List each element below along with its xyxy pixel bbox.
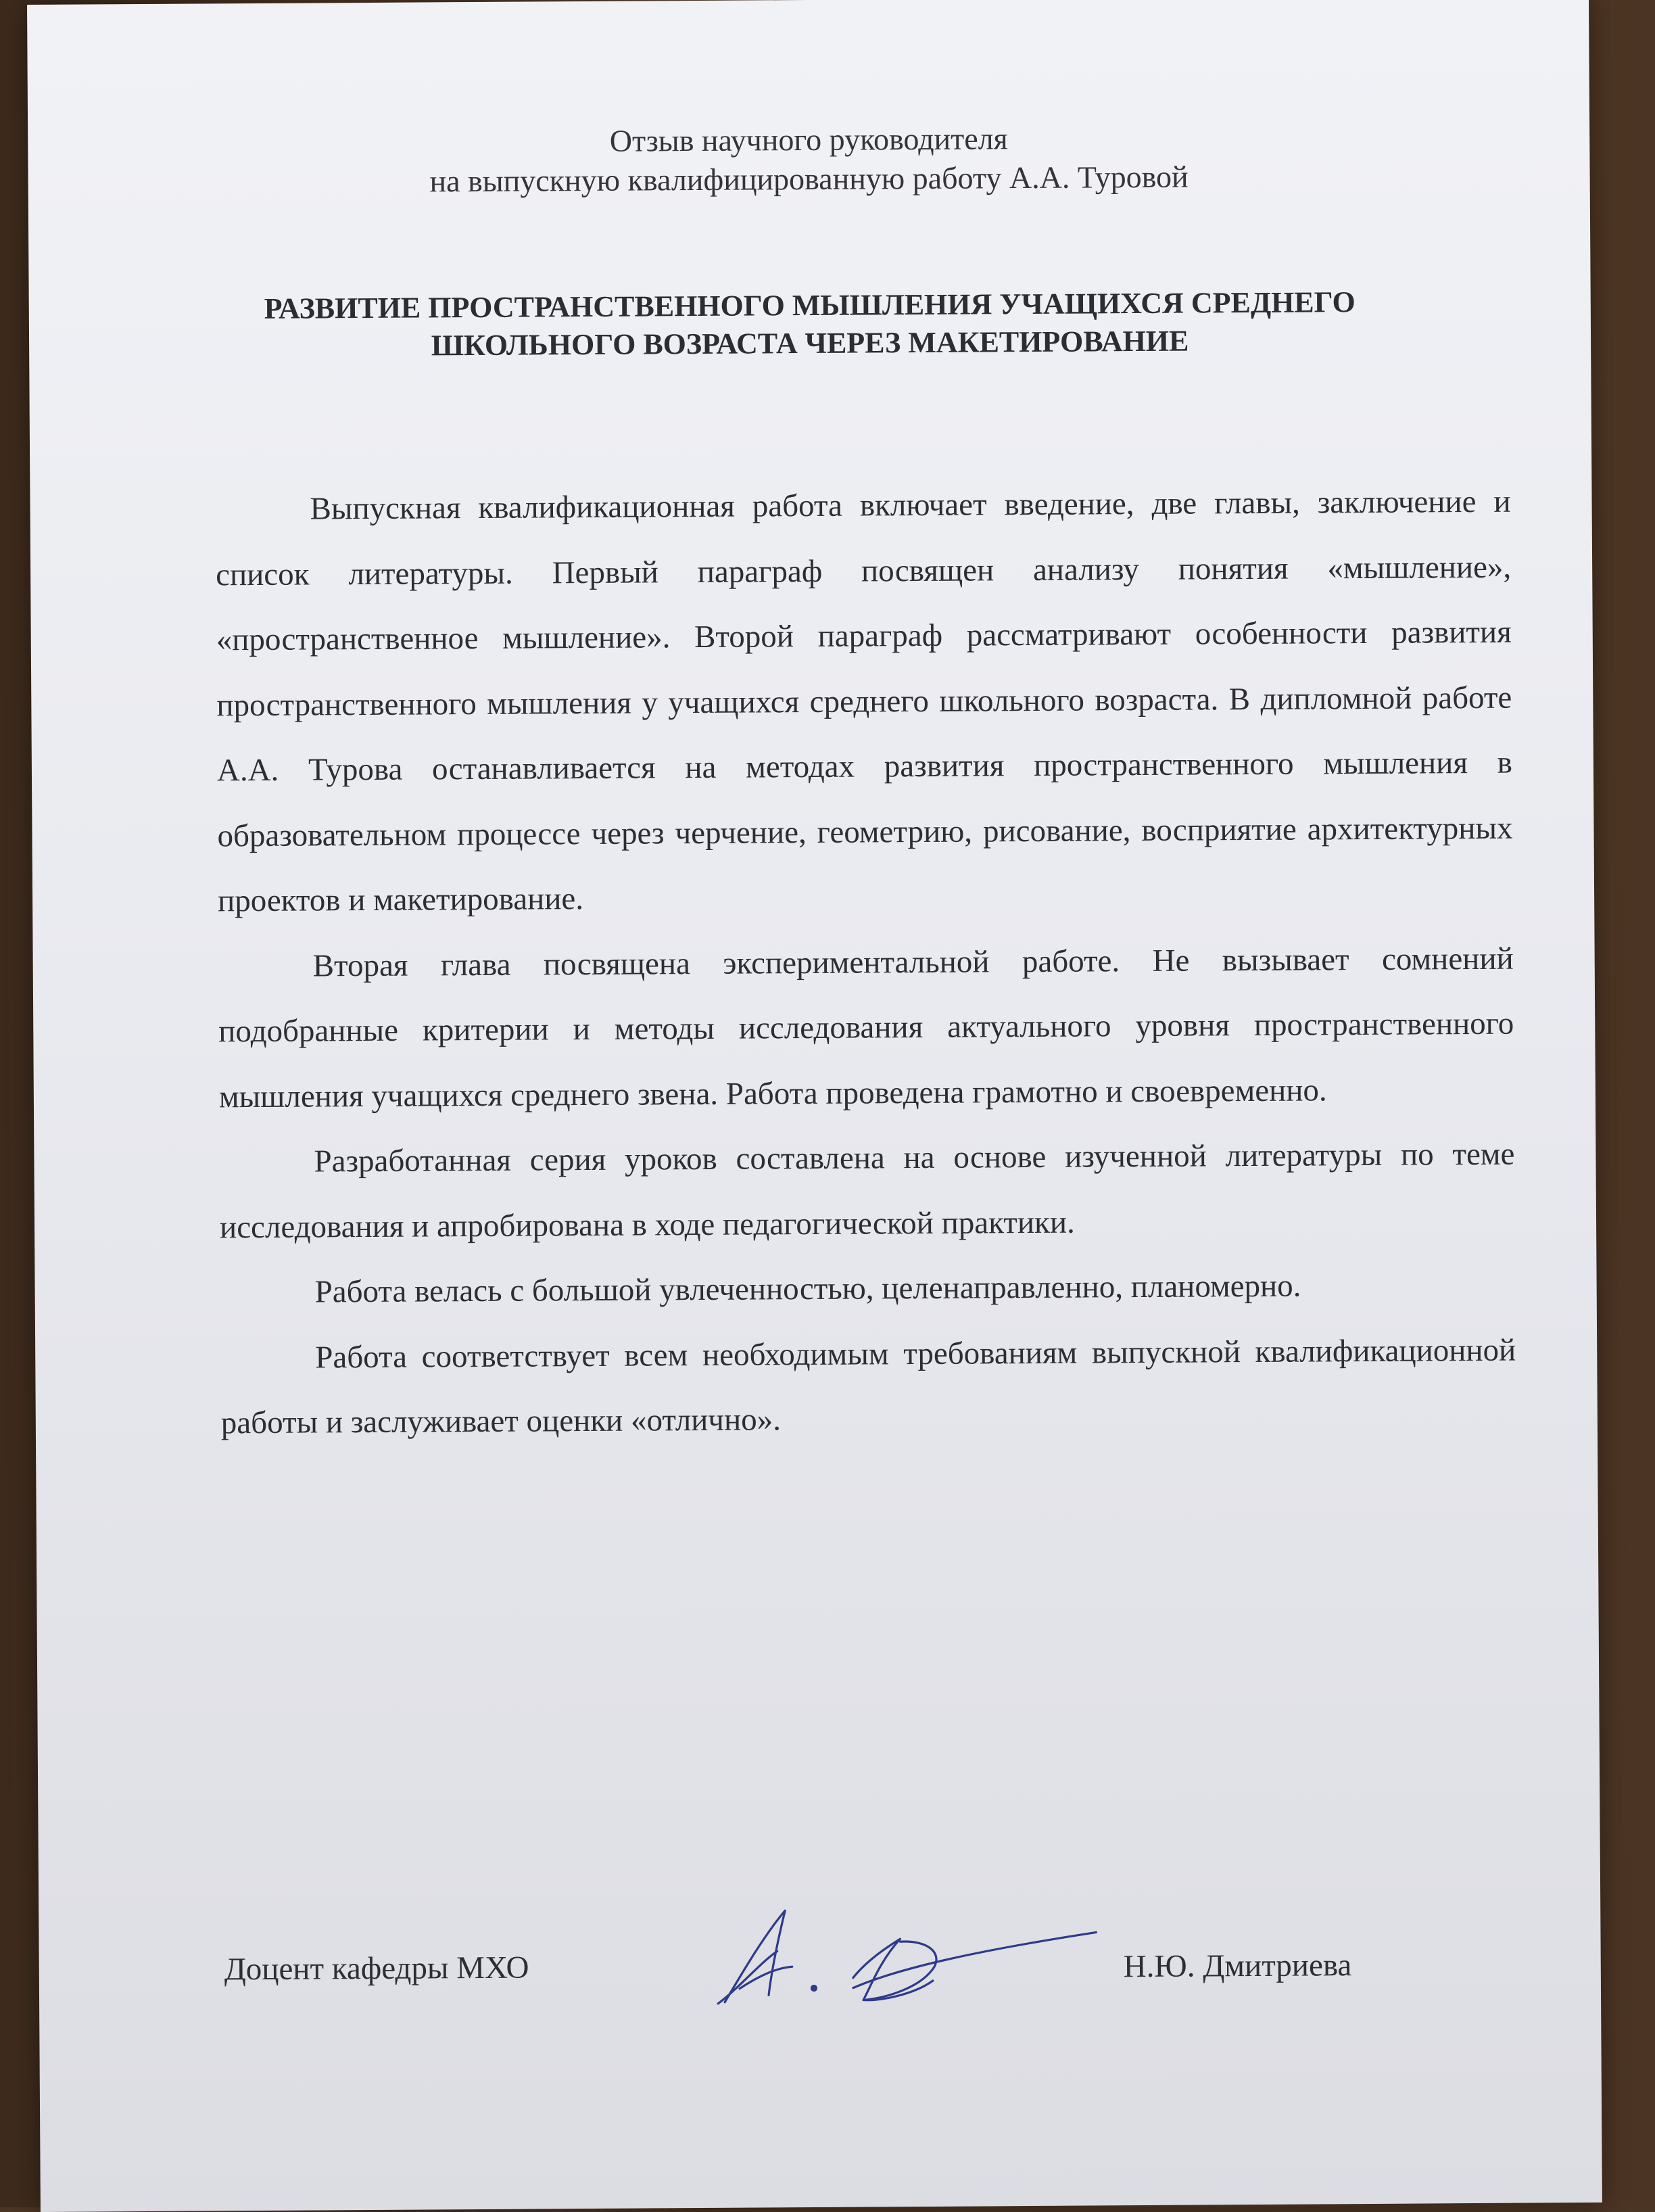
paragraph-work-process: Работа велась с большой увлеченностью, целенаправленно, планомерно. [314,1268,1301,1310]
paragraph-structure: Выпускная квалификационная работа включает введение, две главы, заключение и список литературы. Первый параграф посвящен анализу понятия «мышление», «пространственное мышление». Второй параграф рассматривают особенности развития пространственного мышления у учащихся среднего школьного возраста. В дипломной работе А.А. Турова останавливается на методах развития пространственного мышления в образовательном процессе через черчение, геометрию, рисование, восприятие архитектурных проектов и макетирование. [216,484,1513,919]
document-page [27,0,1602,2212]
heading-line-1: Отзыв научного руководителя [609,121,1008,158]
signature-block [224,1931,1414,2019]
signer-name: Н.Ю. Дмитриева [1123,1948,1352,1985]
title-line-2: ШКОЛЬНОГО ВОЗРАСТА ЧЕРЕЗ МАКЕТИРОВАНИЕ [431,324,1189,362]
review-heading [28,116,1590,204]
paragraph-second-chapter: Вторая глава посвящена экспериментальной работе. Не вызывает сомнений подобранные критерии и методы исследования актуального уровня пространственного мышления учащихся среднего звена. Работа проведена грамотно и своевременно. [218,941,1514,1114]
title-line-1: РАЗВИТИЕ ПРОСТРАНСТВЕННОГО МЫШЛЕНИЯ УЧАЩИХСЯ СРЕДНЕГО [264,285,1356,325]
handwritten-signature [697,1885,1117,2023]
thesis-title [29,282,1591,367]
heading-line-2: на выпускную квалифицированную работу А.А. Туровой [429,159,1189,199]
paragraph-conclusion: Работа соответствует всем необходимым требованиям выпускной квалификационной работы и заслуживает оценки «отлично». [220,1332,1516,1441]
signer-position: Доцент кафедры МХО [224,1950,529,1987]
paragraph-lessons: Разработанная серия уроков составлена на основе изученной литературы по теме исследования и апробирована в ходе педагогической практики. [219,1136,1515,1245]
review-body [215,469,1516,1456]
